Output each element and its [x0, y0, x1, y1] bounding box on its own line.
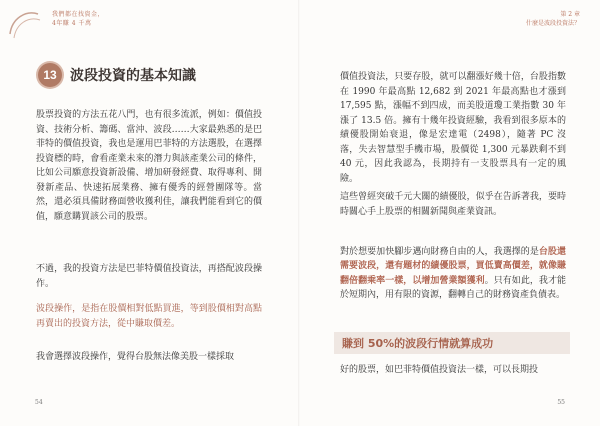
left-header — [0, 0, 200, 50]
decorative-arc-icon — [6, 6, 42, 42]
series-title-line2: 4年賺 4 千萬 — [52, 20, 92, 27]
chapter-subtitle: 什麼是波段投資法？ — [525, 20, 580, 27]
right-header — [526, 10, 580, 28]
right-paragraph-2: 這些曾經突破千元大關的績優股，似乎在告訴著我，要時時關心手上股票的相關新聞與產業資訊。 — [340, 192, 566, 217]
section-title: 賺到 50%的波段行情就算成功 — [342, 337, 494, 350]
chapter-label: 第 2 章 — [560, 11, 580, 18]
right-paragraph-1: 價值投資法，只要存股，就可以翻漲好幾十倍，台股指數在 1990 年最高點 12,682 到 2021 年最高點也才漲到 17,595 點，漲幅不到四成，而美股道瓊工業指數 30 年漲了 13.5 倍。擁有十幾年投資經驗，我看到很多原本的績優股開始衰退，像是宏達電（2498），隨著 PC 沒落，失去智慧型手機市場，股價從 1,300 元暴跌剩不到 40 元，因此我認為，長期持有一支股票具有一定的風險。 — [340, 72, 566, 184]
left-paragraph-2: 不過，我的投資方法是巴菲特價值投資法，再搭配波段操作。 — [36, 264, 262, 289]
series-title-line1: 我們都在找資金， — [52, 11, 105, 18]
series-title — [52, 10, 104, 28]
chapter-heading — [38, 60, 196, 90]
chapter-number-badge: 13 — [38, 63, 62, 87]
left-paragraph-3-highlight: 波段操作，是指在股價相對低點買進，等到股價相對高點再賣出的投資方法，從中賺取價差。 — [36, 304, 262, 329]
section-banner — [334, 332, 570, 354]
left-page-number: 54 — [35, 399, 43, 406]
right-paragraph-3 — [340, 230, 566, 303]
chapter-title: 波段投資的基本知識 — [70, 68, 196, 84]
left-paragraph-4: 我會選擇波段操作，覺得台股無法像美股一樣採取 — [36, 352, 235, 362]
right-paragraph-3-suffix: 。只有如此，我才能於短期內，用有限的資源，翻轉自己的財務資產負債表。 — [340, 275, 566, 300]
left-paragraph-1: 股票投資的方法五花八門，也有很多流派，例如：價值投資、技術分析、籌碼、當沖、波段……大家最熟悉的是巴菲特的價值投資，我也是運用巴菲特的方法選股，在選擇投資標的時，會看產業未來的潛力與該產業公司的條件，比如公司願意投資新設備、增加研發經費、取得專利、開發新產品、快速拓展業務、擁有優秀的經營團隊等。當然，還必須具備財務面營收獲利佳，讓我們能看到它的價值，願意購買該公司的股票。 — [36, 110, 262, 222]
right-paragraph-3-highlight: 台股還需要波段，還有題材的績優股票，買低賣高價差，就像賺翻倍翻乘率一樣，以增加營業額獲利 — [340, 246, 566, 286]
right-page-number: 55 — [557, 399, 565, 406]
right-paragraph-4: 好的股票，如巴菲特價值投資法一樣，可以長期投 — [340, 365, 539, 375]
right-paragraph-3-prefix: 對於想要加快腳步邁向財務自由的人，我選擇的是 — [340, 246, 539, 257]
